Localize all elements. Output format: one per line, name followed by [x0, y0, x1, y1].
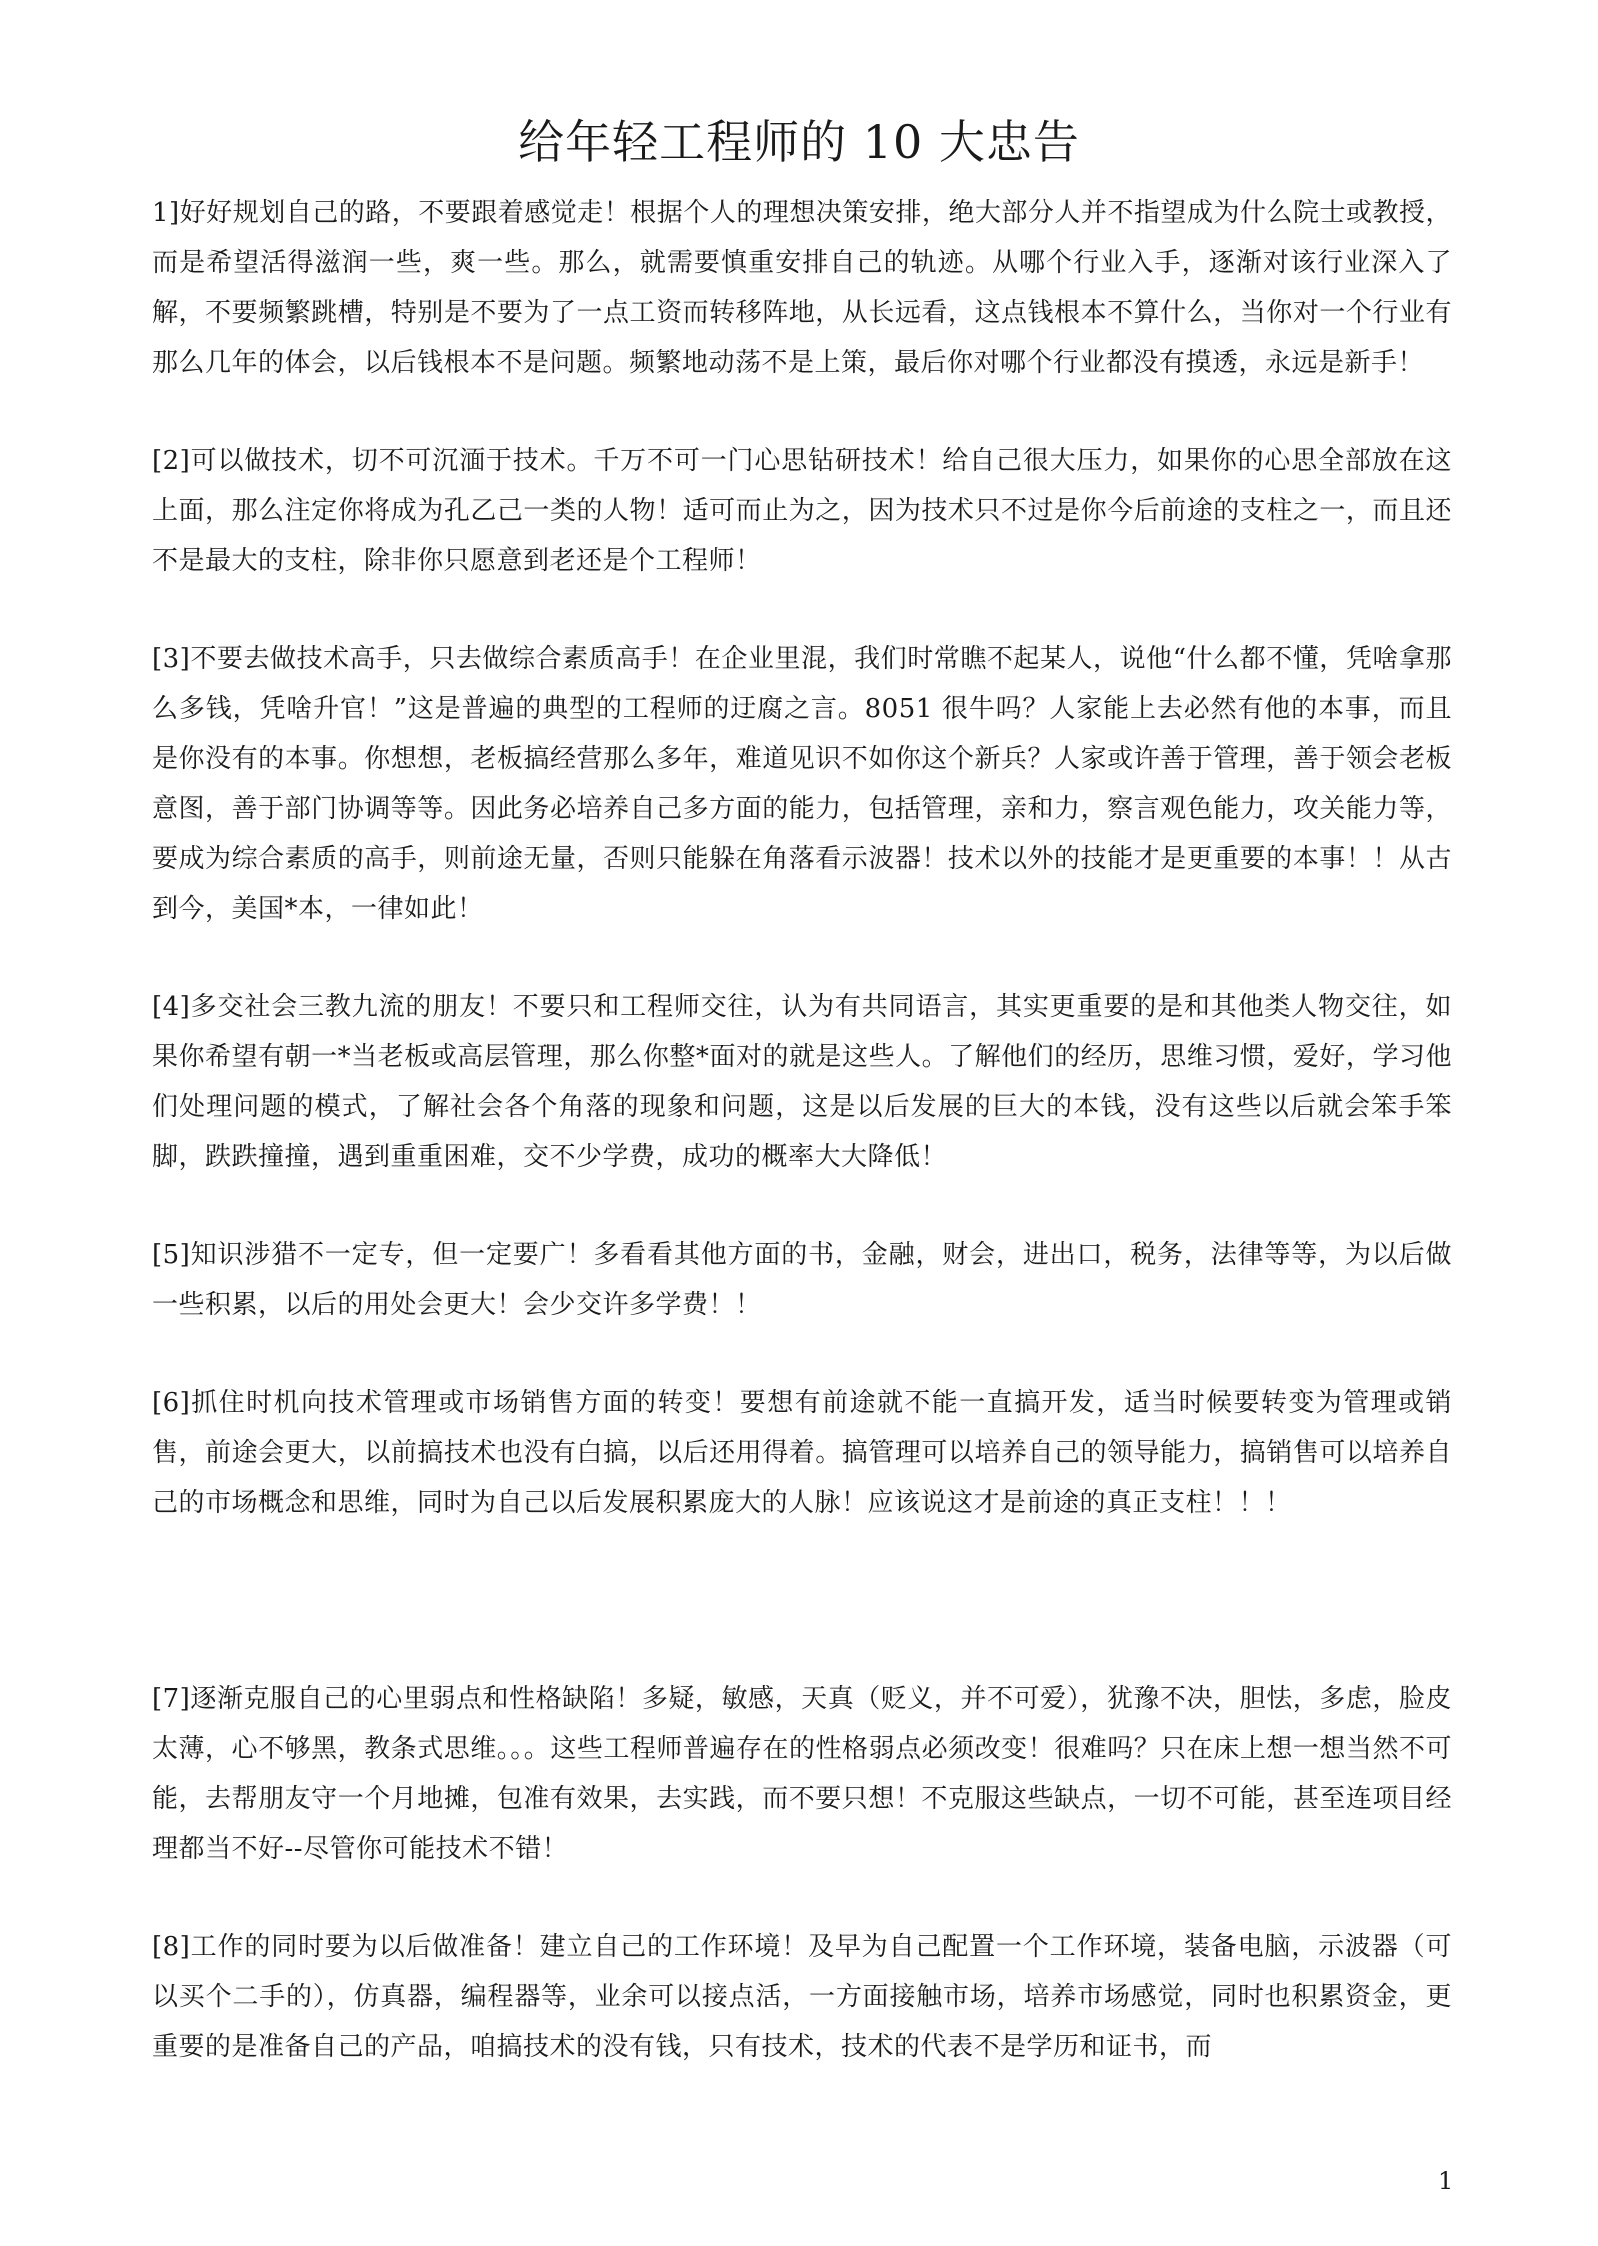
paragraph-1: 1]好好规划自己的路，不要跟着感觉走！根据个人的理想决策安排，绝大部分人并不指望成为什么院士或教授，而是希望活得滋润一些，爽一些。那么，就需要慎重安排自己的轨迹。从哪个行业入手，逐渐对该行业深入了解，不要频繁跳槽，特别是不要为了一点工资而转移阵地，从长远看，这点钱根本不算什么，当你对一个行业有那么几年的体会，以后钱根本不是问题。频繁地动荡不是上策，最后你对哪个行业都没有摸透，永远是新手！ — [152, 198, 1452, 378]
document-body — [152, 188, 1452, 2072]
paragraph-5: [5]知识涉猎不一定专，但一定要广！多看看其他方面的书，金融，财会，进出口，税务，法律等等，为以后做一些积累，以后的用处会更大！会少交许多学费！！ — [152, 1240, 1452, 1320]
paragraph-8: [8]工作的同时要为以后做准备！建立自己的工作环境！及早为自己配置一个工作环境，装备电脑，示波器（可以买个二手的），仿真器，编程器等，业余可以接点活，一方面接触市场，培养市场感觉，同时也积累资金，更重要的是准备自己的产品，咱搞技术的没有钱，只有技术，技术的代表不是学历和证书，而 — [152, 1932, 1452, 2062]
paragraph-3: [3]不要去做技术高手，只去做综合素质高手！在企业里混，我们时常瞧不起某人，说他“什么都不懂，凭啥拿那么多钱，凭啥升官！”这是普遍的典型的工程师的迂腐之言。8051 很牛吗？人家能上去必然有他的本事，而且是你没有的本事。你想想，老板搞经营那么多年，难道见识不如你这个新兵？人家或许善于管理，善于领会老板意图，善于部门协调等等。因此务必培养自己多方面的能力，包括管理，亲和力，察言观色能力，攻关能力等，要成为综合素质的高手，则前途无量，否则只能躲在角落看示波器！技术以外的技能才是更重要的本事！！从古到今，美国*本，一律如此！ — [152, 644, 1452, 924]
paragraph-2: [2]可以做技术，切不可沉湎于技术。千万不可一门心思钻研技术！给自己很大压力，如果你的心思全部放在这上面，那么注定你将成为孔乙己一类的人物！适可而止为之，因为技术只不过是你今后前途的支柱之一，而且还不是最大的支柱，除非你只愿意到老还是个工程师！ — [152, 446, 1452, 576]
paragraph-4: [4]多交社会三教九流的朋友！不要只和工程师交往，认为有共同语言，其实更重要的是和其他类人物交往，如果你希望有朝一*当老板或高层管理，那么你整*面对的就是这些人。了解他们的经历，思维习惯，爱好，学习他们处理问题的模式，了解社会各个角落的现象和问题，这是以后发展的巨大的本钱，没有这些以后就会笨手笨脚，跌跌撞撞，遇到重重困难，交不少学费，成功的概率大大降低！ — [152, 992, 1452, 1172]
page-number: 1 — [1438, 2167, 1454, 2195]
document-title: 给年轻工程师的 10 大忠告 — [518, 115, 1080, 169]
paragraph-6: [6]抓住时机向技术管理或市场销售方面的转变！要想有前途就不能一直搞开发，适当时候要转变为管理或销售，前途会更大，以前搞技术也没有白搞，以后还用得着。搞管理可以培养自己的领导能力，搞销售可以培养自己的市场概念和思维，同时为自己以后发展积累庞大的人脉！应该说这才是前途的真正支柱！！！ — [152, 1388, 1452, 1518]
paragraph-7: [7]逐渐克服自己的心里弱点和性格缺陷！多疑，敏感，天真（贬义，并不可爱），犹豫不决，胆怯，多虑，脸皮太薄，心不够黑，教条式思维。。。这些工程师普遍存在的性格弱点必须改变！很难吗？只在床上想一想当然不可能，去帮朋友守一个月地摊，包准有效果，去实践，而不要只想！不克服这些缺点，一切不可能，甚至连项目经理都当不好--尽管你可能技术不错！ — [152, 1684, 1452, 1864]
